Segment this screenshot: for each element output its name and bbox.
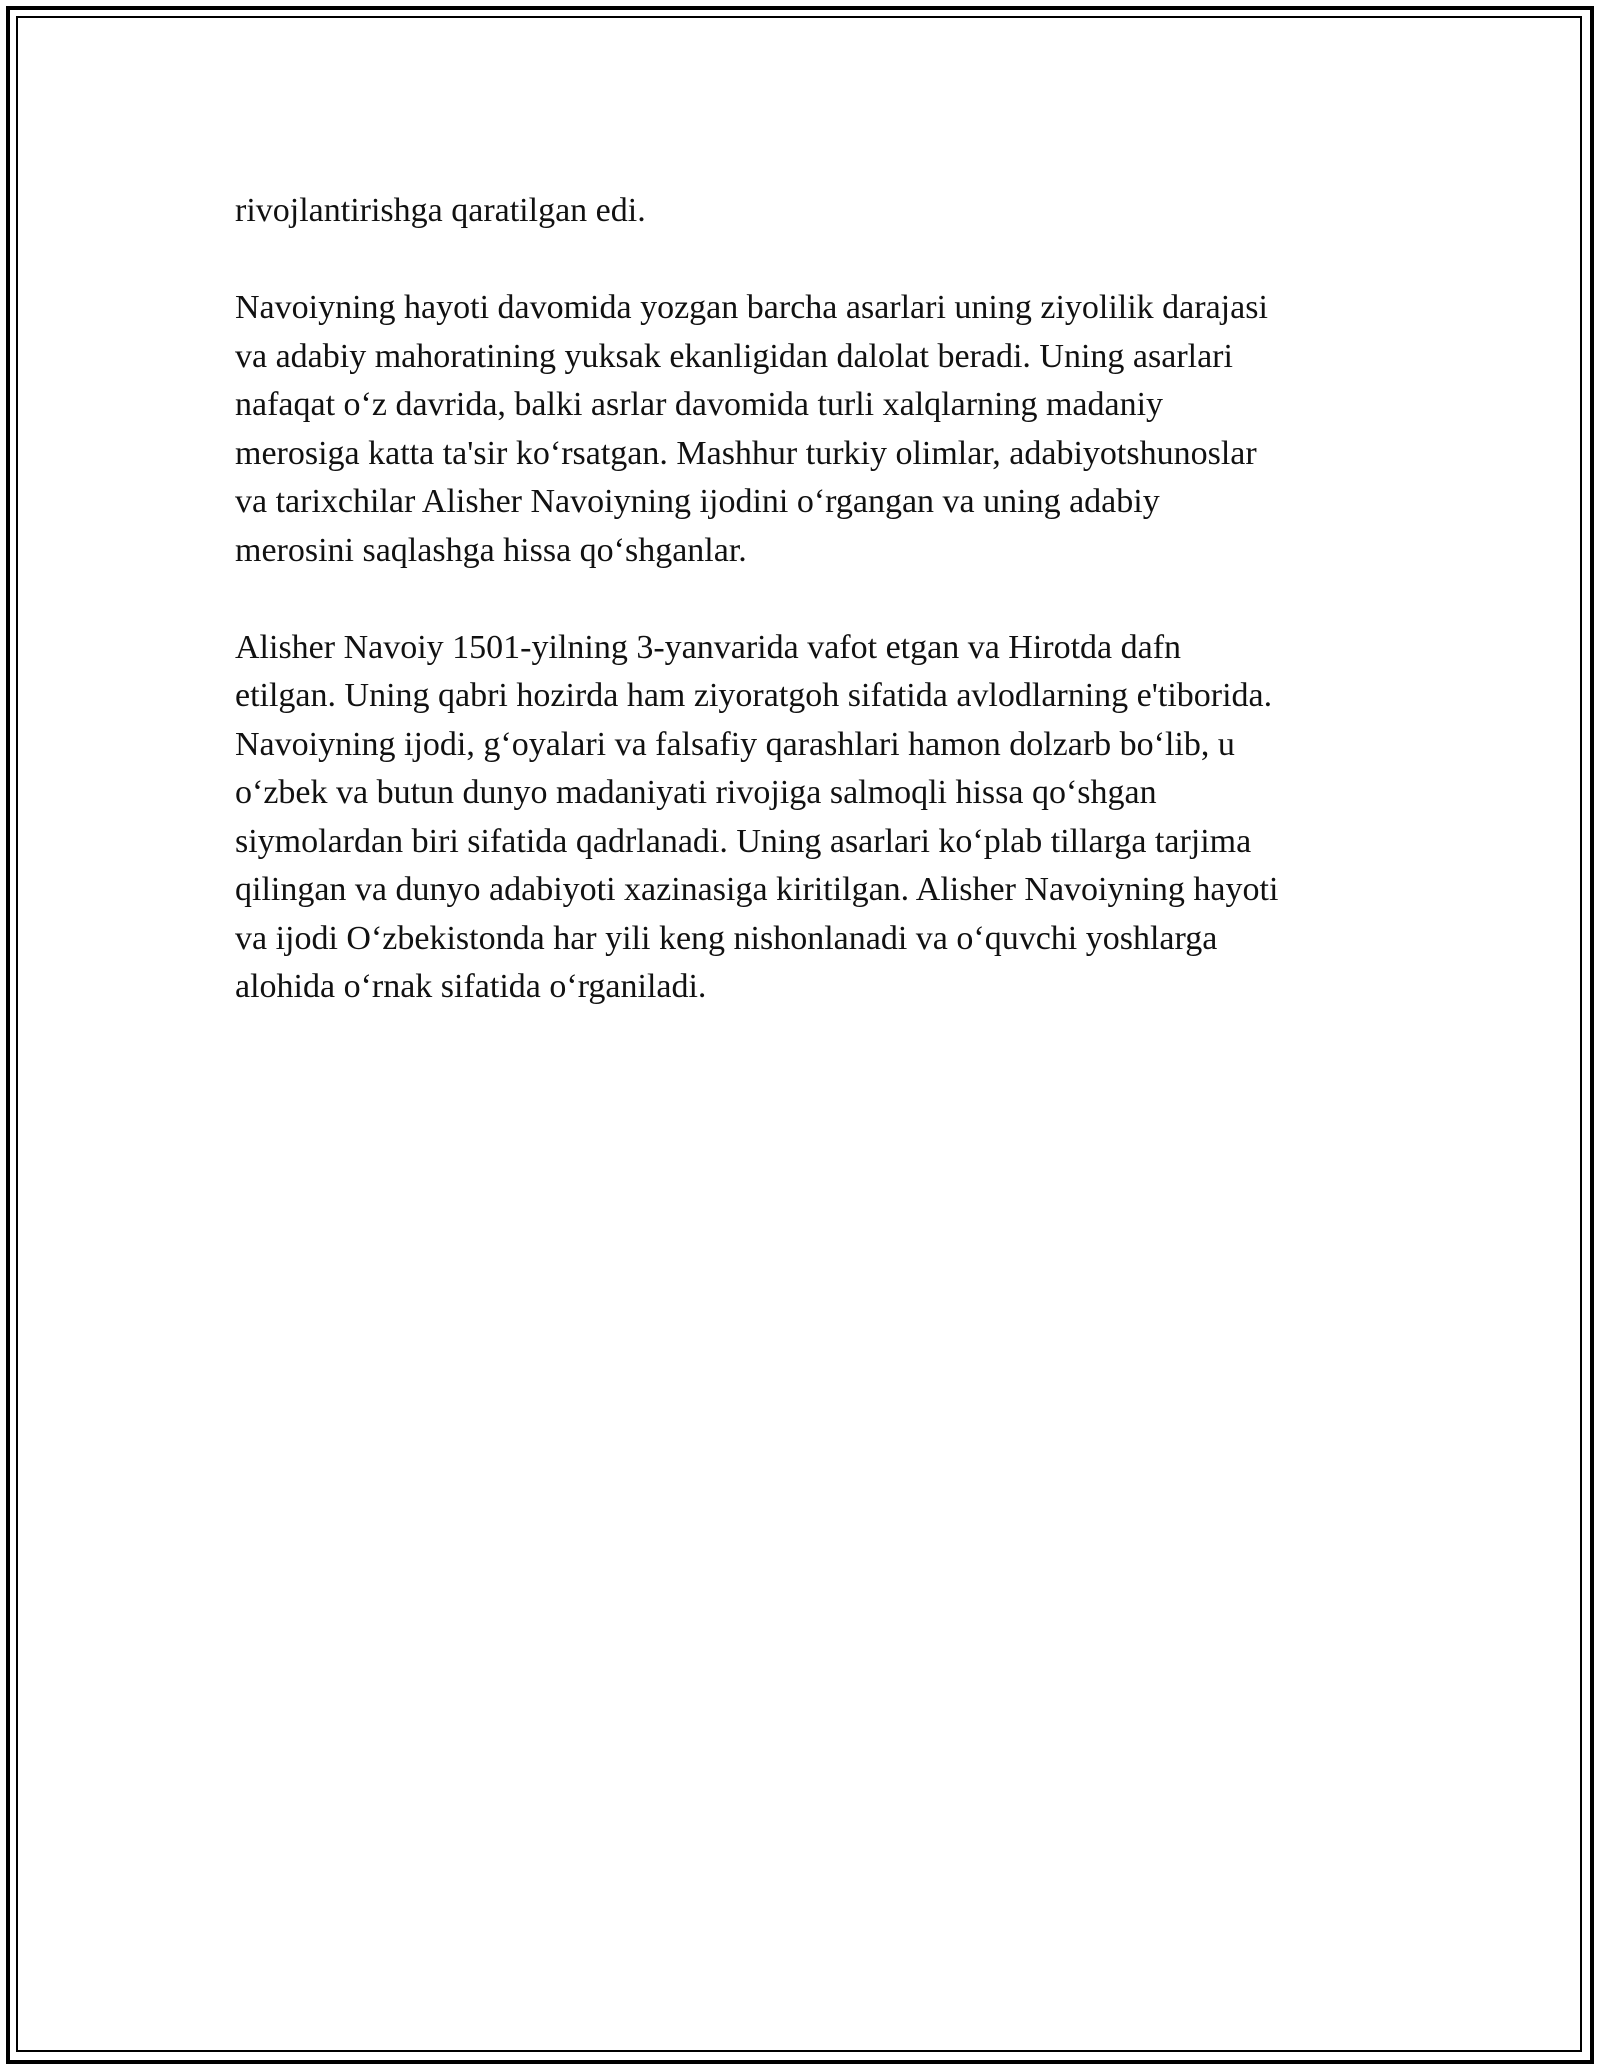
paragraph-1	[235, 187, 1365, 236]
text-line: merosiga katta ta'sir ko‘rsatgan. Mashhur turkiy olimlar, adabiyotshunoslar	[235, 434, 1257, 472]
text-line: etilgan. Uning qabri hozirda ham ziyoratgoh sifatida avlodlarning e'tiborida.	[235, 677, 1273, 714]
text-line: Navoiyning ijodi, g‘oyalari va falsafiy qarashlari hamon dolzarb bo‘lib, u	[235, 725, 1235, 763]
text-line: siymolardan biri sifatida qadrlanadi. Uning asarlari ko‘plab tillarga tarjima	[235, 822, 1252, 860]
text-line: Navoiyning hayoti davomida yozgan barcha asarlari uning ziyolilik darajasi	[235, 289, 1268, 326]
text-line: qilingan va dunyo adabiyoti xazinasiga kiritilgan. Alisher Navoiyning hayoti	[235, 871, 1279, 908]
text-line: rivojlantirishga qaratilgan edi.	[235, 192, 646, 229]
document-body	[235, 187, 1365, 1012]
text-line: merosini saqlashga hissa qo‘shganlar.	[235, 531, 747, 569]
text-line: alohida o‘rnak sifatida o‘rganiladi.	[235, 968, 707, 1005]
text-line: nafaqat o‘z davrida, balki asrlar davomida turli xalqlarning madaniy	[235, 386, 1164, 423]
paragraph-spacer	[235, 575, 1365, 624]
paragraph-3	[235, 624, 1365, 1012]
text-line: va tarixchilar Alisher Navoiyning ijodini o‘rgangan va uning adabiy	[235, 483, 1160, 520]
paragraph-spacer	[235, 236, 1365, 285]
text-line: Alisher Navoiy 1501-yilning 3-yanvarida vafot etgan va Hirotda dafn	[235, 628, 1182, 666]
paragraph-2	[235, 284, 1365, 575]
text-line: o‘zbek va butun dunyo madaniyati rivojiga salmoqli hissa qo‘shgan	[235, 774, 1157, 811]
text-line: va adabiy mahoratining yuksak ekanligidan dalolat beradi. Uning asarlari	[235, 337, 1233, 375]
text-line: va ijodi O‘zbekistonda har yili keng nishonlanadi va o‘quvchi yoshlarga	[235, 919, 1218, 957]
